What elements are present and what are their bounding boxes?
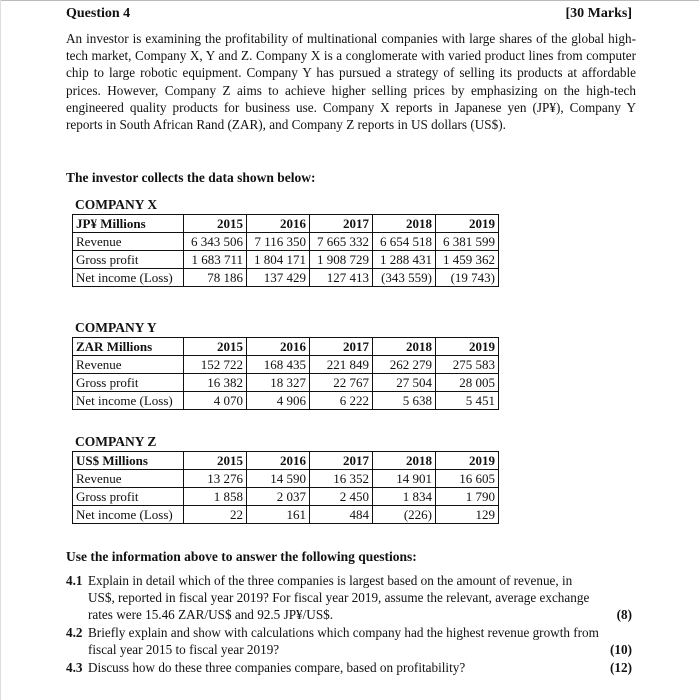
year-header: 2016 [247,338,310,356]
question-title: Question 4 [66,6,131,21]
table-cell: 6 381 599 [436,233,499,251]
table-row [73,506,499,524]
year-header: 2015 [184,452,247,470]
year-header: 2017 [310,338,373,356]
table-cell: 129 [436,506,499,524]
question-marks: (8) [616,607,632,622]
table-cell: 14 590 [247,470,310,488]
table-cell: 7 665 332 [310,233,373,251]
data-intro-line: The investor collects the data shown below: [66,170,316,185]
year-header: 2016 [247,215,310,233]
row-label: Gross profit [73,488,184,506]
table-cell: 275 583 [436,356,499,374]
question-number: 4.2 [66,625,83,640]
table-cell: 168 435 [247,356,310,374]
table-cell: 5 451 [436,392,499,410]
company-x-table [72,214,499,287]
unit-header: US$ Millions [73,452,184,470]
question-item [66,572,632,623]
table-cell: 2 037 [247,488,310,506]
year-header: 2019 [436,338,499,356]
question-marks: (12) [610,660,632,675]
question-header [66,6,632,22]
table-row [73,356,499,374]
table-cell: 18 327 [247,374,310,392]
table-cell: 22 767 [310,374,373,392]
company-y-table [72,337,499,410]
table-cell: 137 429 [247,269,310,287]
table-cell: 2 450 [310,488,373,506]
year-header: 2019 [436,452,499,470]
table-cell: 6 654 518 [373,233,436,251]
questions-section [66,549,632,677]
year-header: 2018 [373,452,436,470]
table-header-row [73,338,499,356]
table-row [73,251,499,269]
year-header: 2017 [310,215,373,233]
question-number: 4.3 [66,660,83,675]
question-total-marks: [30 Marks] [565,6,632,21]
table-cell: 152 722 [184,356,247,374]
year-header: 2016 [247,452,310,470]
year-header: 2019 [436,215,499,233]
row-label: Net income (Loss) [73,506,184,524]
table-cell: 22 [184,506,247,524]
table-cell: 1 790 [436,488,499,506]
table-row [73,392,499,410]
table-cell: 16 352 [310,470,373,488]
row-label: Revenue [73,356,184,374]
question-number: 4.1 [66,573,83,588]
table-cell: 16 605 [436,470,499,488]
company-z-table [72,451,499,524]
table-cell: 1 683 711 [184,251,247,269]
table-cell: (19 743) [436,269,499,287]
unit-header: ZAR Millions [73,338,184,356]
table-cell: 4 906 [247,392,310,410]
question-text: Briefly explain and show with calculations which company had the highest revenue growth from fiscal year 2015 to fiscal year 2019? [88,625,599,657]
table-cell: 14 901 [373,470,436,488]
table-cell: 127 413 [310,269,373,287]
table-header-row [73,452,499,470]
table-cell: 7 116 350 [247,233,310,251]
table-cell: 161 [247,506,310,524]
top-edge-line [0,0,699,1]
row-label: Revenue [73,233,184,251]
question-text: Discuss how do these three companies compare, based on profitability? [88,660,466,675]
year-header: 2018 [373,215,436,233]
table-cell: 5 638 [373,392,436,410]
table-cell: 28 005 [436,374,499,392]
table-cell: 1 804 171 [247,251,310,269]
year-header: 2015 [184,338,247,356]
question-item [66,624,632,658]
table-row [73,470,499,488]
table-cell: 1 908 729 [310,251,373,269]
table-cell: 1 834 [373,488,436,506]
table-cell: 13 276 [184,470,247,488]
question-item [66,659,632,676]
table-cell: 1 858 [184,488,247,506]
table-cell: 1 288 431 [373,251,436,269]
row-label: Gross profit [73,374,184,392]
table-cell: 1 459 362 [436,251,499,269]
table-cell: 262 279 [373,356,436,374]
row-label: Revenue [73,470,184,488]
table-cell: 16 382 [184,374,247,392]
table-row [73,488,499,506]
table-cell: 6 343 506 [184,233,247,251]
question-marks: (10) [610,642,632,657]
table-row [73,269,499,287]
table-cell: (226) [373,506,436,524]
table-header-row [73,215,499,233]
table-cell: (343 559) [373,269,436,287]
row-label: Gross profit [73,251,184,269]
row-label: Net income (Loss) [73,392,184,410]
question-text: Explain in detail which of the three companies is largest based on the amount of revenue, in US$, reported in fiscal year 2019? For fiscal year 2019, assume the relevant, average exchange rates were 15.46 ZAR/US$ and 92.5 JP¥/US$. [88,573,590,622]
table-cell: 6 222 [310,392,373,410]
year-header: 2015 [184,215,247,233]
table-row [73,374,499,392]
table-cell: 484 [310,506,373,524]
table-cell: 4 070 [184,392,247,410]
row-label: Net income (Loss) [73,269,184,287]
left-edge-line [0,0,1,700]
intro-paragraph: An investor is examining the profitability of multinational companies with large shares of the global high-tech market, Company X, Y and Z. Company X is a conglomerate with varied product lines from computer chip to large robotic equipment. Company Y has pursued a strategy of selling its products at affordable prices. However, Company Z aims to achieve higher selling prices by emphasizing on the high-tech engineered quality products for business use. Company X reports in Japanese yen (JP¥), Company Y reports in South African Rand (ZAR), and Company Z reports in US dollars (US$). [66,31,636,133]
company-z-title: COMPANY Z [75,434,157,449]
year-header: 2018 [373,338,436,356]
questions-title: Use the information above to answer the following questions: [66,549,417,564]
table-row [73,233,499,251]
table-cell: 78 186 [184,269,247,287]
company-y-title: COMPANY Y [75,320,157,335]
unit-header: JP¥ Millions [73,215,184,233]
table-cell: 221 849 [310,356,373,374]
year-header: 2017 [310,452,373,470]
table-cell: 27 504 [373,374,436,392]
company-x-title: COMPANY X [75,197,158,212]
